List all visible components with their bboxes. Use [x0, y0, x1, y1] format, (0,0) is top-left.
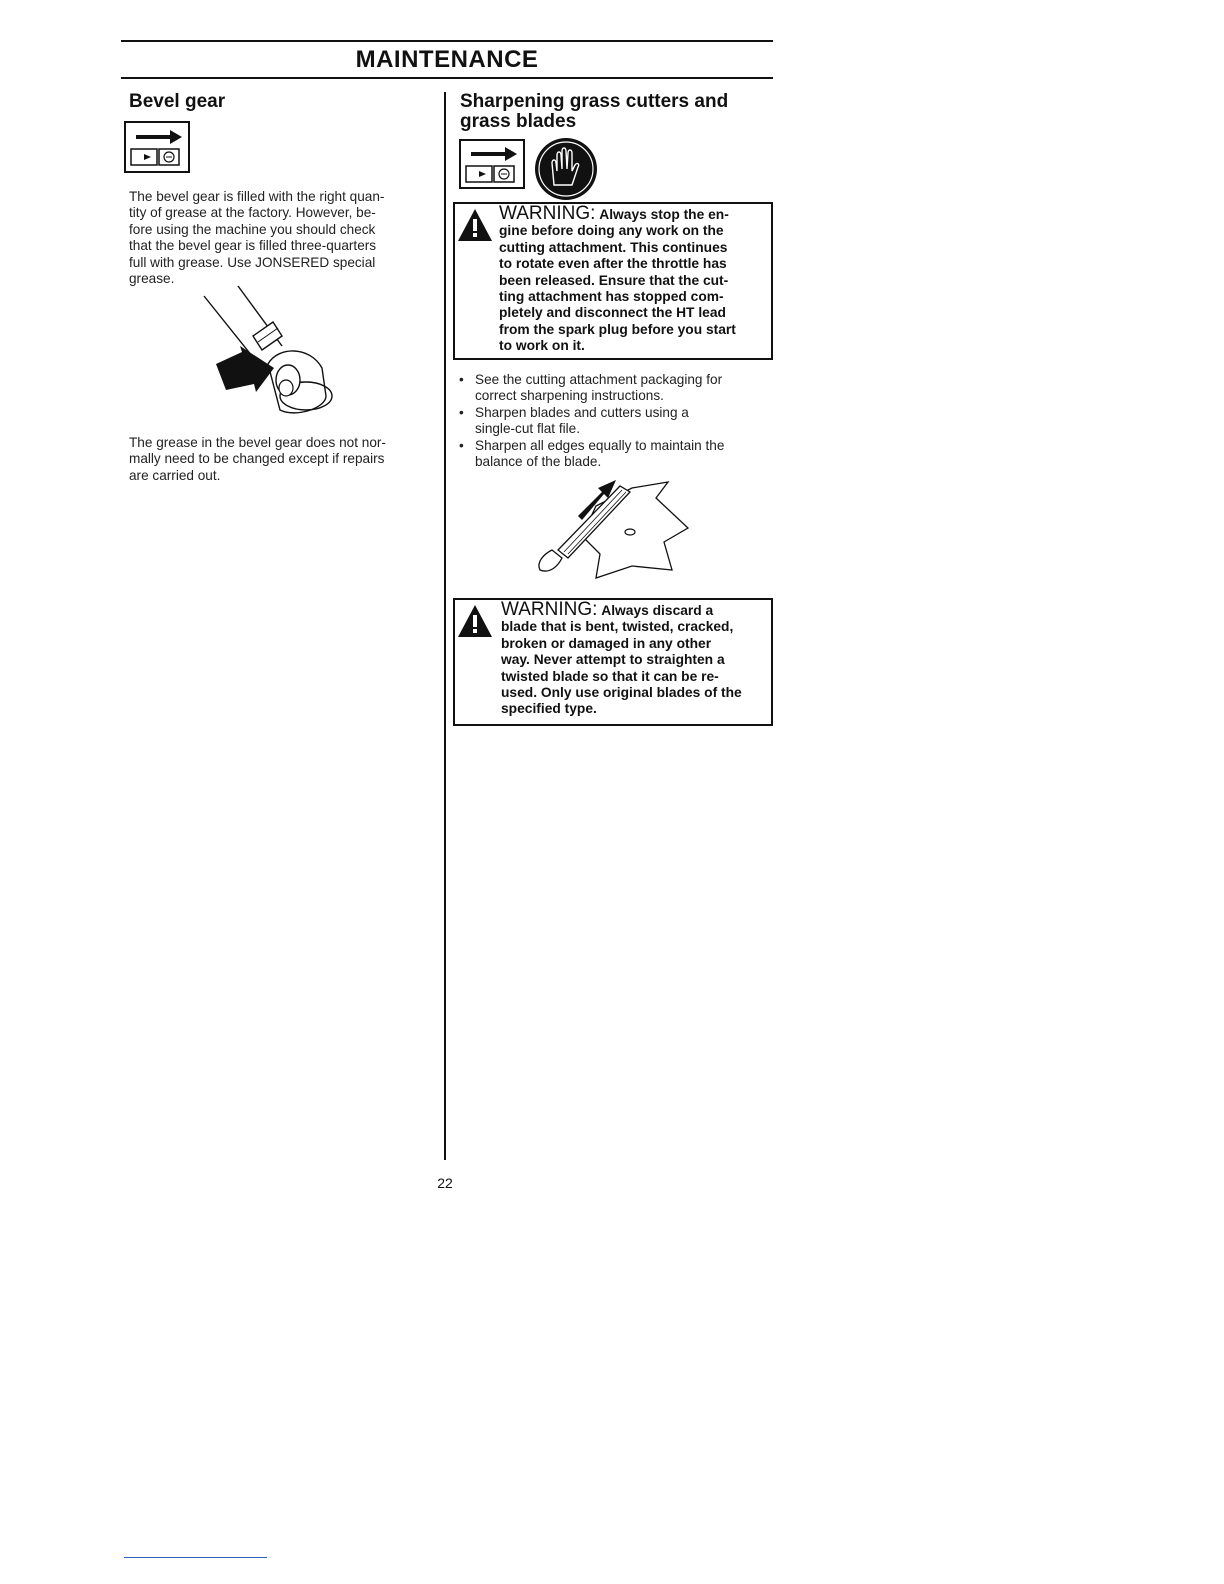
header-top-rule — [121, 40, 773, 42]
list-item — [453, 372, 769, 405]
list-item — [453, 405, 769, 438]
text-line: tity of grease at the factory. However, be- — [129, 205, 376, 221]
column-divider — [444, 92, 446, 1160]
sharpening-heading — [460, 92, 728, 132]
warning-line: ting attachment has stopped com- — [499, 289, 724, 305]
heading-line: grass blades — [460, 111, 577, 132]
bevel-gear-paragraph-2 — [129, 435, 429, 484]
text-line: are carried out. — [129, 467, 221, 483]
warning-box-stop-engine — [453, 202, 773, 360]
warning-line: to work on it. — [499, 338, 585, 354]
arrow-stop-switch-icon — [459, 139, 525, 189]
warning-triangle-icon — [457, 208, 493, 242]
text-line: fore using the machine you should check — [129, 221, 376, 237]
warning-line: way. Never attempt to straighten a — [501, 652, 725, 668]
file-sharpening-blade-illustration — [536, 478, 692, 584]
bevel-gear-paragraph-1 — [129, 189, 429, 287]
list-item-line: • Sharpen all edges equally to maintain the — [475, 437, 725, 453]
list-item-line: • See the cutting attachment packaging for — [475, 372, 723, 387]
warning-line: cutting attachment. This continues — [499, 239, 728, 255]
warning-line: been released. Ensure that the cut- — [499, 272, 729, 288]
list-item-line: correct sharpening instructions. — [475, 388, 664, 404]
warning-line: used. Only use original blades of the — [501, 685, 742, 701]
warning-line: Always stop the en- — [599, 207, 729, 222]
page-number: 22 — [437, 1175, 453, 1191]
bevel-gear-heading: Bevel gear — [129, 91, 226, 112]
page-title: MAINTENANCE — [355, 46, 539, 73]
header-bottom-rule — [121, 77, 773, 79]
list-item — [453, 438, 769, 471]
sharpening-bullet-list — [453, 372, 769, 470]
warning-line: to rotate even after the throttle has — [499, 256, 727, 272]
warning-line: pletely and disconnect the HT lead — [499, 305, 726, 321]
list-item-line: balance of the blade. — [475, 454, 602, 470]
warning-box-discard-blade — [453, 598, 773, 726]
warning-text — [501, 599, 765, 718]
warning-triangle-icon — [457, 604, 493, 638]
warning-line: Always discard a — [601, 603, 714, 618]
arrow-stop-switch-icon — [124, 121, 190, 173]
warning-label: WARNING: — [499, 203, 596, 224]
warning-line: broken or damaged in any other — [501, 635, 712, 651]
text-line: that the bevel gear is filled three-quarters — [129, 238, 377, 254]
warning-line: blade that is bent, twisted, cracked, — [501, 619, 734, 635]
list-item-line: • Sharpen blades and cutters using a — [475, 404, 689, 420]
warning-text — [499, 203, 765, 355]
warning-label: WARNING: — [501, 599, 598, 620]
text-line: mally need to be changed except if repairs — [129, 451, 385, 467]
warning-line: from the spark plug before you start — [499, 321, 736, 337]
text-line: The grease in the bevel gear does not nor- — [129, 435, 386, 450]
footer-link-underline — [124, 1557, 267, 1558]
heading-line: Sharpening grass cutters and — [460, 91, 729, 112]
warning-line: gine before doing any work on the — [499, 223, 724, 239]
protective-gloves-icon — [534, 137, 598, 201]
list-item-line: single-cut flat file. — [475, 421, 581, 437]
bevel-gear-illustration — [198, 284, 348, 430]
text-line: full with grease. Use JONSERED special — [129, 254, 376, 270]
text-line: The bevel gear is filled with the right quan- — [129, 189, 385, 204]
warning-line: specified type. — [501, 701, 597, 717]
text-line: grease. — [129, 271, 175, 287]
warning-line: twisted blade so that it can be re- — [501, 668, 719, 684]
